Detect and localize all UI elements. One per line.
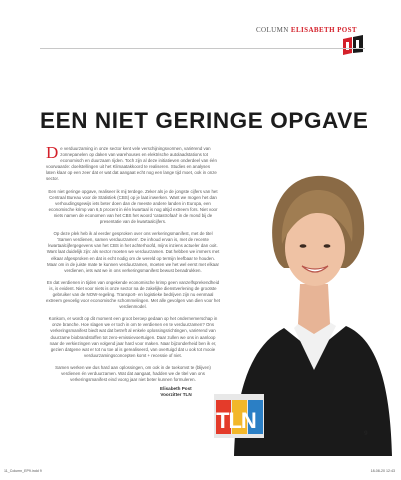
signature-role: Voorzitter TLN	[160, 392, 192, 398]
article-paragraph-2: Een niet geringe opgave, realiseer ik mij terdege. Zeker als je de jongste cijfers van het Centraal Bureau voor de Statistiek (CBS) op je laat inwerken. Want we mogen het dan verhoudingsgewijs iets beter doen dan de meeste andere landen in Europa, een economische krimp van 6,5 procent in één kwartaal is nog altijd extreem fors. Niet voor niets namen de economen van het CBS het woord 'catastrofaal' in de mond bij de presentatie van de kwartaalcijfers.	[48, 188, 218, 225]
portrait-photo-icon	[214, 156, 394, 456]
page-number: 9	[364, 430, 368, 437]
article-title: EEN NIET GERINGE OPGAVE	[40, 108, 369, 133]
dropcap: D	[46, 143, 59, 162]
article-paragraph-6: Samen werken we dus hard aan oplossingen, om ook in de toekomst te (blijven) verdienen én verduurzamen. Wat dat aangaat, hadden we de titel van ons verkeringsmanifest eind voorg jaar niet beter kunnen formuleren.	[55, 364, 211, 383]
column-label: COLUMN	[255, 26, 289, 34]
signature	[160, 386, 192, 399]
column-author: ELISABETH POST	[290, 26, 357, 34]
article-paragraph-5: Konkom, er wordt op dit moment een groot beroep gedaan op het ondernemerschap in onze branche. Hoe slagen we er toch in om te verdienen en te verduurzamen? Ons verkeringsmanifest biedt wat dat betreft al enkele oplossingsrichtingen, variërend van duurzame biobrandstoffen tot zero-emissievoertuigen. Daar zullen we ons in aanloop naar de verkiezingen van volgend jaar hard voor maken. Naar bijzonderheid ben ik er, gezien datgene wat er tot nu toe al is gerealiseerd, van overtuigd dat u ook tot mooie verduurzamingsconcepten komt + recessie of niet.	[48, 316, 218, 358]
portrait-logo-letters: TLN	[216, 408, 256, 433]
column-tag	[256, 26, 357, 34]
footer-file-info: 11_Column_EP9.indd 9	[4, 469, 42, 473]
article-paragraph-4: En dat verdienen in tijden van ongekende economische krimp geen vanzelfsprekendheid is, is evident. Niet voor niets is onze sector na de zakelijke dienstverlening de grootste gebruiker van de NOW-regeling. Transport- en logistieke bedrijven zijn nu eenmaal extreem gevoelig voor economische schommelingen. Met alle gevolgen van dien voor het verdienmodel.	[46, 279, 221, 310]
article-paragraph-3: Op deze plek heb ik al eerder gesproken over ons verkeringsmanifest, met de titel 'Samen verdienen, samen verduurzamen'. De inhoud ervan is, met de recente kwartaalcijfergegevens van het CBS in het achterhoofd, mijns inziens actueler dan ooit. Want laat duidelijk zijn: als sector moeten we verduurzamen. Dat hebben we immers met elkaar afgesproken en dat is echt nodig om de wereld op termijn leefbaar te houden. Maar om in de juiste mate te kunnen verduurzamen, moeten we het wel eerst met elkaar verdienen, iets wat we in ons verkeringsmanifest bewust benadrukken.	[46, 231, 220, 273]
article-paragraph-1: De verduurzaming in onze sector kent vele verschijningsvormen, variërend van zonnepanelen op daken van warehouses en elektrische autolaadstations tot economisch en duurzaam rijden. Toch zijn al deze initiatieven onderdeel van één voorwaarde: doelstellingen uit het Klimaatakkoord te realiseren. Studies en analyses laten klaar op een zeer dat er wat dat aangaat echt nog een lange tijd moet, ook in onze sector.	[46, 143, 217, 182]
article-body	[46, 143, 221, 389]
footer-timestamp: 18-08-20 12:43	[370, 469, 395, 473]
header-rule	[40, 48, 365, 49]
signature-name: Elisabeth Post	[160, 386, 192, 391]
tln-flag-logo-icon	[339, 34, 367, 56]
